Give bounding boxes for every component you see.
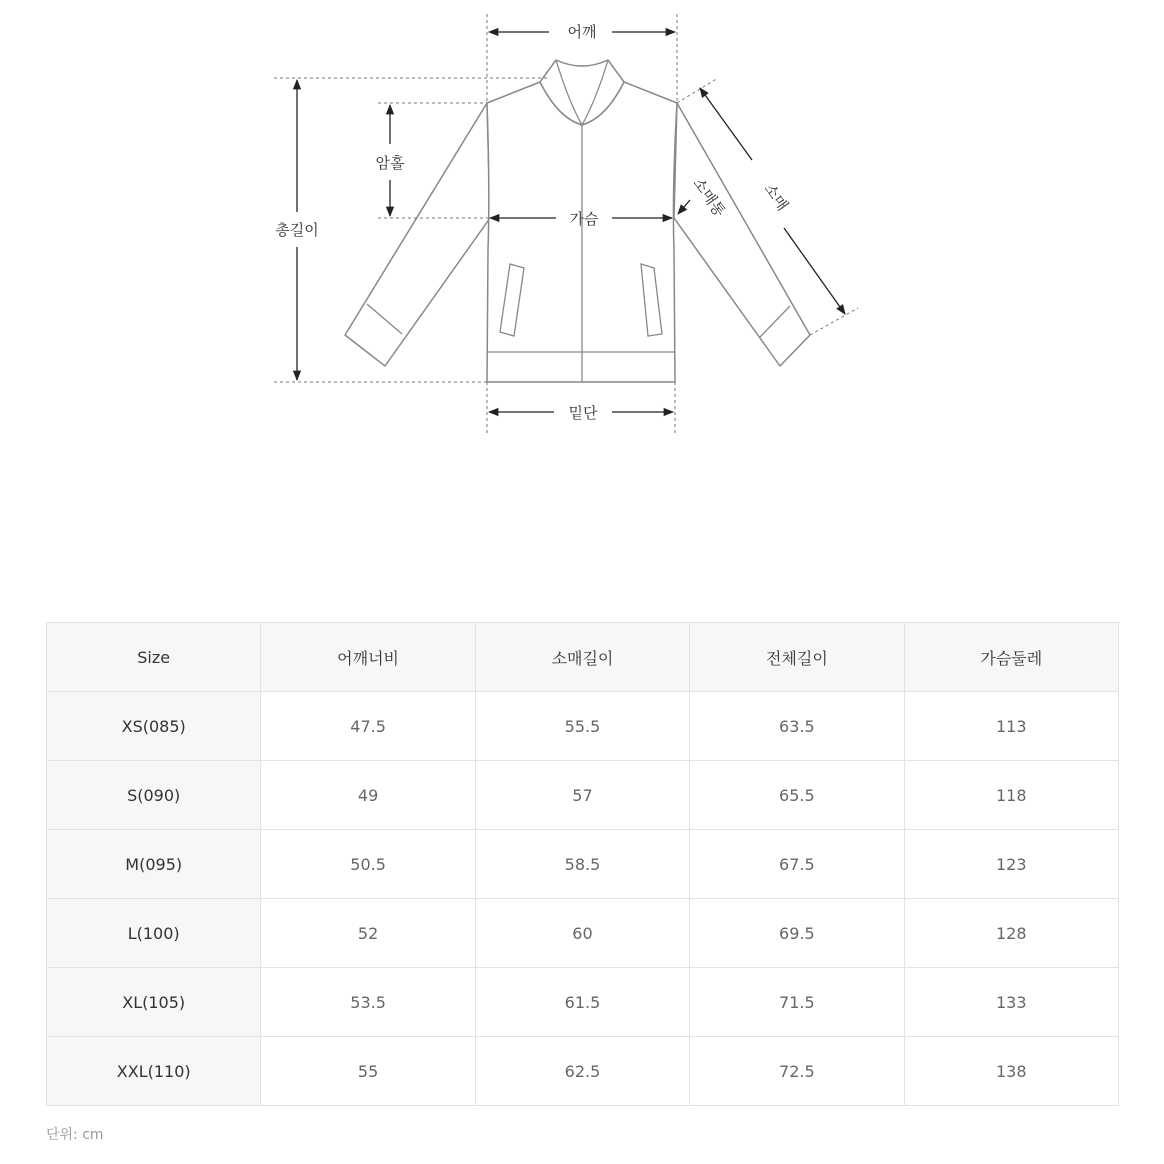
table-header-row	[47, 623, 1119, 692]
table-row	[47, 899, 1119, 968]
value-cell: 133	[904, 968, 1118, 1037]
value-cell: 128	[904, 899, 1118, 968]
value-cell: 53.5	[261, 968, 475, 1037]
value-cell: 123	[904, 830, 1118, 899]
value-cell: 63.5	[690, 692, 904, 761]
table-row	[47, 968, 1119, 1037]
value-cell: 71.5	[690, 968, 904, 1037]
value-cell: 55	[261, 1037, 475, 1106]
right-sleeve	[674, 103, 810, 366]
chest-label: 가슴	[569, 210, 599, 228]
size-cell: S(090)	[47, 761, 261, 830]
size-cell: XL(105)	[47, 968, 261, 1037]
value-cell: 72.5	[690, 1037, 904, 1106]
hem-label: 밑단	[568, 404, 598, 422]
sleeve-label: 소매	[760, 180, 792, 215]
sleeve-arrow-bottom	[784, 228, 845, 314]
value-cell: 62.5	[475, 1037, 689, 1106]
size-cell: M(095)	[47, 830, 261, 899]
header-total-length: 전체길이	[690, 623, 904, 692]
left-sleeve	[345, 103, 490, 366]
table-row	[47, 761, 1119, 830]
table-row	[47, 692, 1119, 761]
size-cell: L(100)	[47, 899, 261, 968]
value-cell: 61.5	[475, 968, 689, 1037]
total-length-label: 총길이	[275, 221, 319, 239]
value-cell: 69.5	[690, 899, 904, 968]
size-cell: XS(085)	[47, 692, 261, 761]
value-cell: 47.5	[261, 692, 475, 761]
sleeve-arrow-top	[700, 88, 752, 160]
value-cell: 55.5	[475, 692, 689, 761]
size-cell: XXL(110)	[47, 1037, 261, 1106]
value-cell: 60	[475, 899, 689, 968]
value-cell: 50.5	[261, 830, 475, 899]
size-table	[46, 622, 1119, 1106]
value-cell: 67.5	[690, 830, 904, 899]
value-cell: 49	[261, 761, 475, 830]
sleeve-width-label: 소매통	[689, 174, 729, 221]
jacket-measurement-diagram	[0, 0, 1164, 460]
value-cell: 113	[904, 692, 1118, 761]
unit-note: 단위: cm	[46, 1127, 104, 1143]
armhole-label: 암홀	[375, 154, 405, 172]
value-cell: 65.5	[690, 761, 904, 830]
value-cell: 118	[904, 761, 1118, 830]
value-cell: 58.5	[475, 830, 689, 899]
header-size: Size	[47, 623, 261, 692]
shoulder-label: 어깨	[567, 23, 597, 41]
header-sleeve-length: 소매길이	[475, 623, 689, 692]
value-cell: 57	[475, 761, 689, 830]
header-shoulder-width: 어깨너비	[261, 623, 475, 692]
value-cell: 138	[904, 1037, 1118, 1106]
table-row	[47, 830, 1119, 899]
table-row	[47, 1037, 1119, 1106]
value-cell: 52	[261, 899, 475, 968]
header-chest-circumference: 가슴둘레	[904, 623, 1118, 692]
